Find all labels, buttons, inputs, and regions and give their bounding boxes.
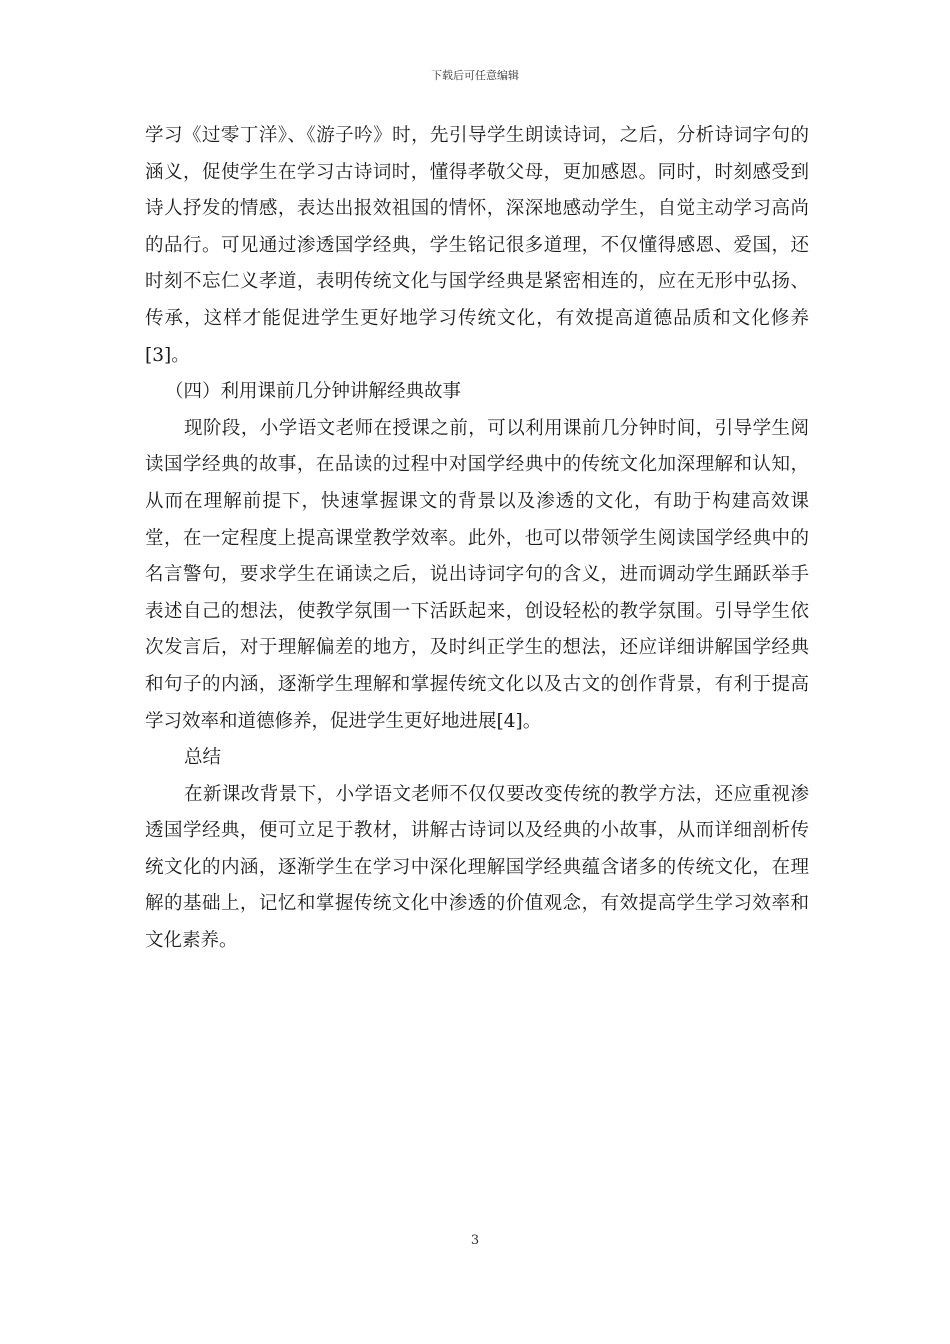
body-paragraph: 现阶段，小学语文老师在授课之前，可以利用课前几分钟时间，引导学生阅读国学经典的故事，在品读的过程中对国学经典中的传统文化加深理解和认知，从而在理解前提下，快速掌握课文的背景以及渗透的文化，有助于构建高效课堂，在一定程度上提高课堂教学效率。此外，也可以带领学生阅读国学经典中的名言警句，要求学生在诵读之后，说出诗词字句的含义，进而调动学生踊跃举手表述自己的想法，使教学氛围一下活跃起来，创设轻松的教学氛围。引导学生依次发言后，对于理解偏差的地方，及时纠正学生的想法，还应详细讲解国学经典和句子的内涵，逐渐学生理解和掌握传统文化以及古文的创作背景，有利于提高学习效率和道德修养，促进学生更好地进展[4]。 bbox=[145, 417, 809, 732]
body-paragraph: 学习《过零丁洋》、《游子吟》时，先引导学生朗读诗词，之后，分析诗词字句的涵义，促使学生在学习古诗词时，懂得孝敬父母，更加感恩。同时，时刻感受到诗人抒发的情感，表达出报效祖国的情怀，深深地感动学生，自觉主动学习高尚的品行。可见通过渗透国学经典，学生铭记很多道理，不仅懂得感恩、爱国，还时刻不忘仁义孝道，表明传统文化与国学经典是紧密相连的，应在无形中弘扬、传承，这样才能促进学生更好地学习传统文化，有效提高道德品质和文化修养[3]。 bbox=[145, 125, 809, 366]
section-heading: （四）利用课前几分钟讲解经典故事 bbox=[165, 381, 462, 403]
page-number: 3 bbox=[470, 1233, 480, 1248]
summary-heading: 总结 bbox=[184, 747, 222, 769]
document-body bbox=[145, 118, 809, 960]
body-paragraph: 在新课改背景下，小学语文老师不仅仅要改变传统的教学方法，还应重视渗透国学经典，便可立足于教材，讲解古诗词以及经典的小故事，从而详细剖析传统文化的内涵，逐渐学生在学习中深化理解国学经典蕴含诸多的传统文化，在理解的基础上，记忆和掌握传统文化中渗透的价值观念，有效提高学生学习效率和文化素养。 bbox=[145, 783, 809, 952]
page-header: 下载后可任意编辑 bbox=[431, 69, 519, 82]
